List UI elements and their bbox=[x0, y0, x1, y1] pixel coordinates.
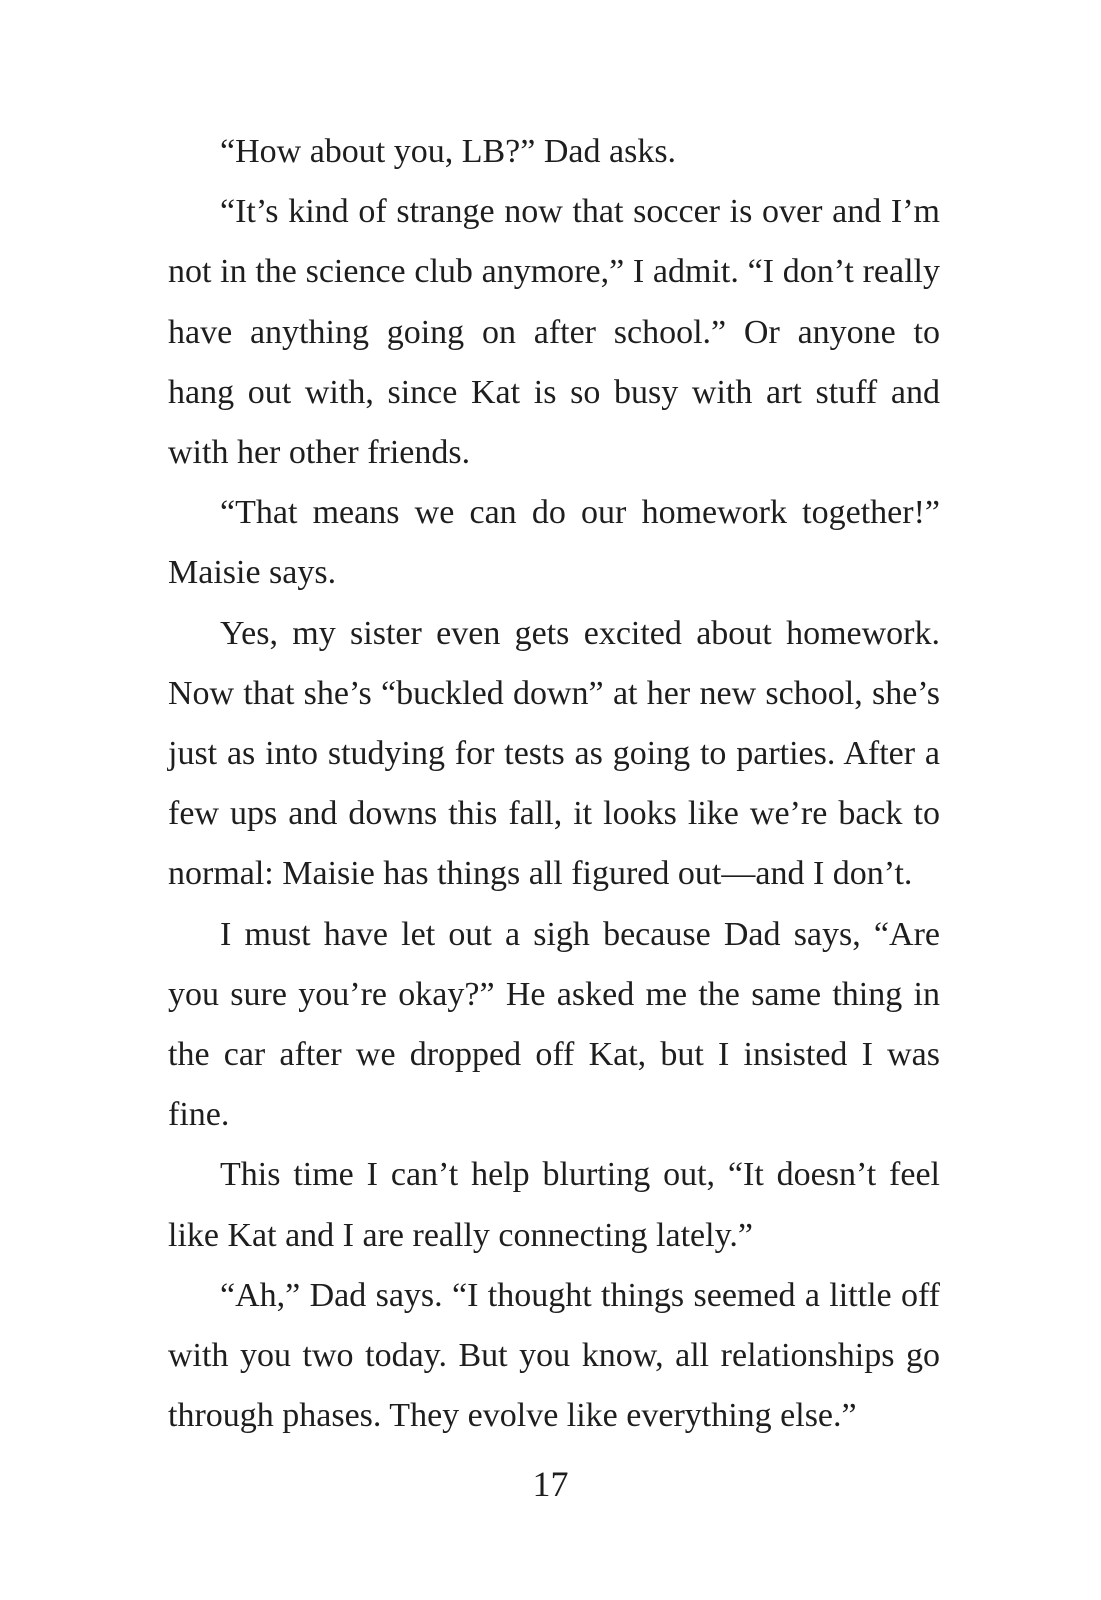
paragraph: “It’s kind of strange now that soccer is over and I’m not in the science club anymore,” I admit. “I don’t really have anything going on after school.” Or anyone to hang out with, since Kat is so busy with art stuff and with her other friends. bbox=[168, 193, 940, 472]
body-text bbox=[168, 122, 940, 1446]
paragraph: This time I can’t help blurting out, “It doesn’t feel like Kat and I are really connecting lately.” bbox=[168, 1156, 940, 1254]
paragraph: “Ah,” Dad says. “I thought things seemed a little off with you two today. But you know, all relationships go through phases. They evolve like everything else.” bbox=[168, 1276, 940, 1435]
paragraph: Yes, my sister even gets excited about homework. Now that she’s “buckled down” at her new school, she’s just as into studying for tests as going to parties. After a few ups and downs this fall, it looks like we’re back to normal: Maisie has things all figured out—and I don’t. bbox=[168, 614, 940, 893]
paragraph: I must have let out a sigh because Dad says, “Are you sure you’re okay?” He asked me the same thing in the car after we dropped off Kat, but I insisted I was fine. bbox=[168, 915, 940, 1134]
paragraph: “How about you, LB?” Dad asks. bbox=[220, 133, 677, 170]
page-number: 17 bbox=[532, 1464, 569, 1504]
paragraph: “That means we can do our homework together!” Maisie says. bbox=[168, 494, 940, 592]
